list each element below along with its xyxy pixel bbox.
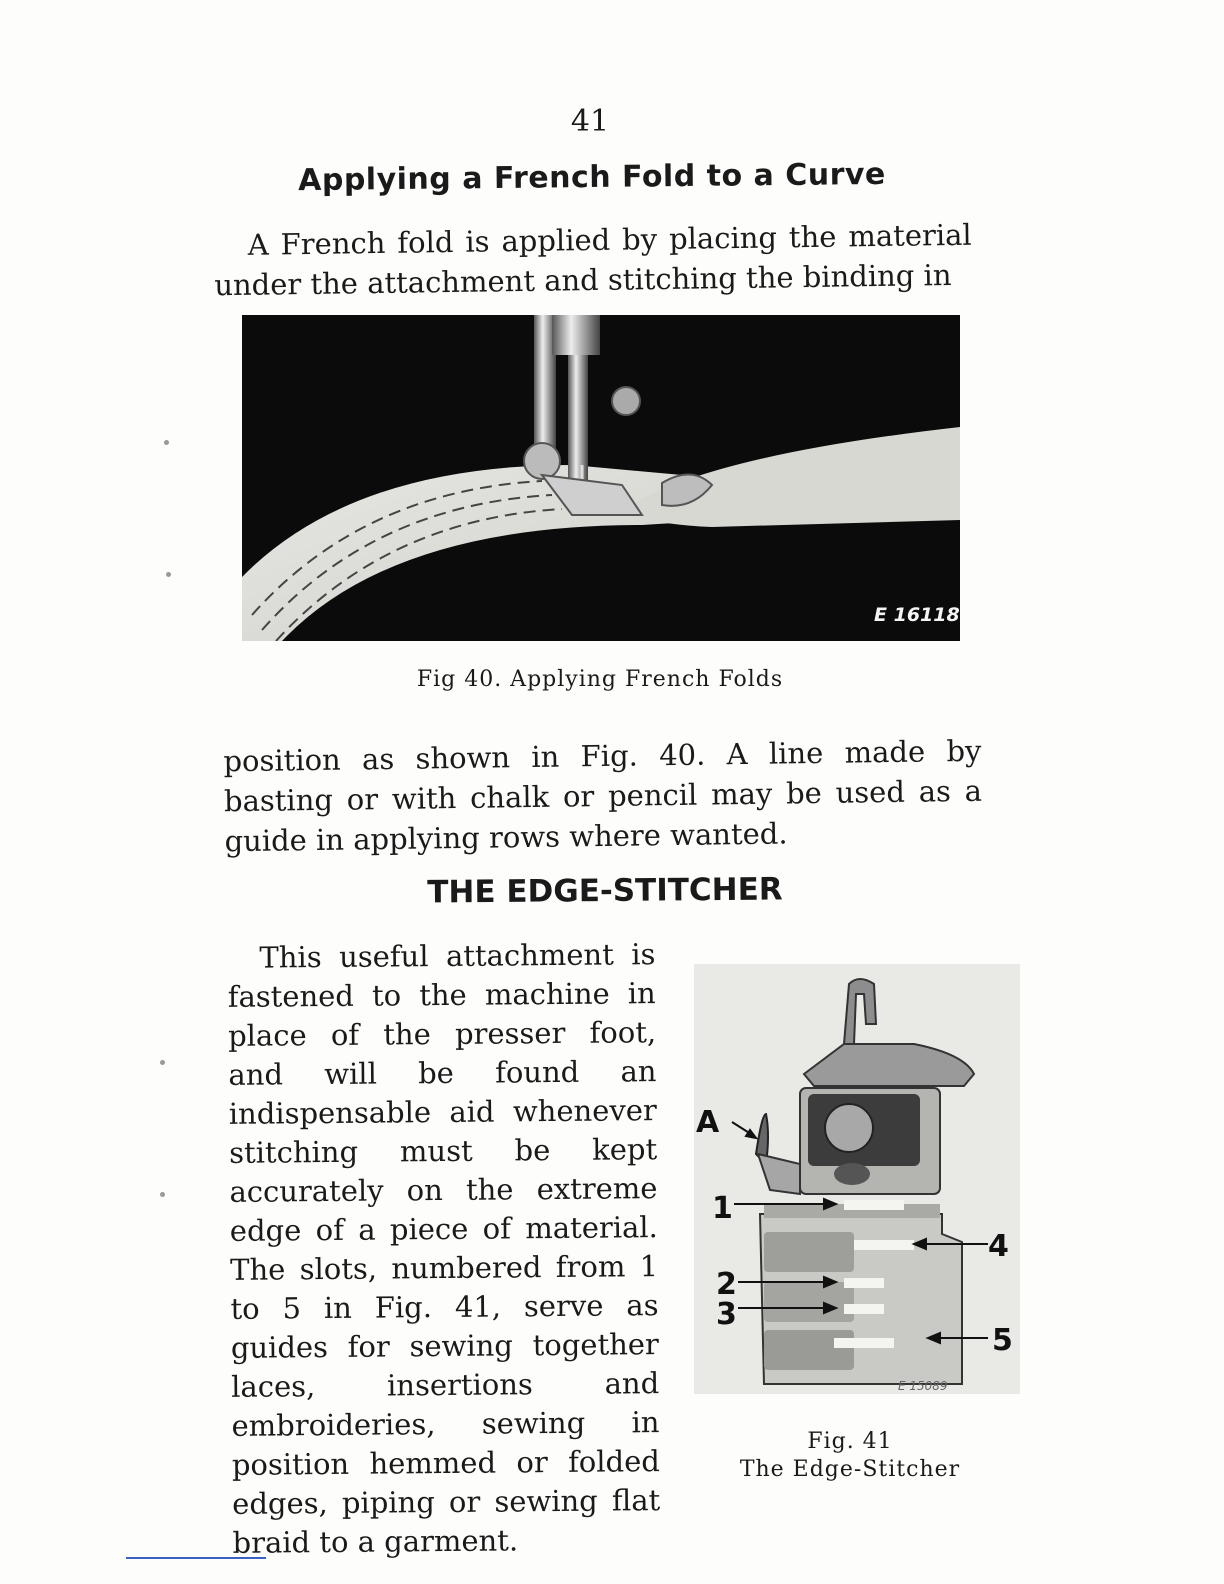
page-number: 41 — [570, 104, 610, 139]
label-1: 1 — [712, 1191, 733, 1226]
footer-rule — [126, 1557, 266, 1559]
label-a: A — [696, 1105, 720, 1140]
figure-41-image-code: E 15089 — [898, 1379, 948, 1393]
figure-40-illustration — [242, 315, 960, 641]
paragraph-continued: position as shown in Fig. 40. A line made by basting or with chalk or pencil may be used as a guide in applying rows where wanted. — [223, 733, 983, 859]
paragraph-intro: A French fold is applied by placing the material under the attachment and stitching the binding in — [214, 217, 972, 303]
scan-speck — [160, 1192, 165, 1197]
scan-speck — [160, 1060, 165, 1065]
label-5: 5 — [992, 1323, 1013, 1358]
figure-41-photo — [694, 964, 1020, 1394]
paragraph-edge-stitcher: This useful attachment is fastened to the machine in place of the presser foot, and will be found an indispensable aid whenever stitching must be kept accurately on the extreme edge of a piece of material. The slots, numbered from 1 to 5 in Fig. 41, serve as guides for sewing together laces, insertions and embroideries, sewing in position hemmed or folded edges, piping or sewing flat braid to a garment. — [227, 937, 661, 1560]
label-4: 4 — [988, 1229, 1009, 1264]
scan-speck — [164, 440, 169, 445]
label-3: 3 — [716, 1297, 737, 1332]
section-heading-edge-stitcher: THE EDGE-STITCHER — [427, 871, 783, 911]
figure-41-caption-title: The Edge-Stitcher — [739, 1457, 961, 1482]
figure-40-caption: Fig 40. Applying French Folds — [416, 667, 784, 692]
figure-41-caption-number: Fig. 41 — [807, 1429, 893, 1454]
figure-41-illustration — [694, 964, 1020, 1394]
figure-40-image-code: E 16118 — [874, 604, 960, 626]
section-heading-french-fold: Applying a French Fold to a Curve — [297, 156, 886, 199]
figure-40-photo — [242, 315, 960, 641]
scan-speck — [166, 572, 171, 577]
figure-41-caption — [720, 1428, 980, 1484]
label-2: 2 — [716, 1267, 737, 1302]
